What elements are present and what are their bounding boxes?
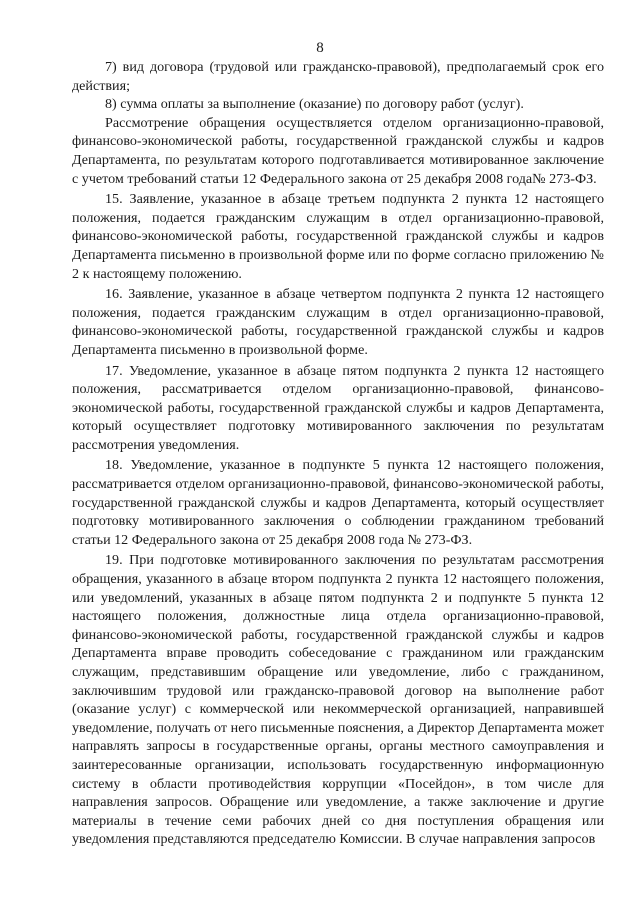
paragraph-review-of-appeal: Рассмотрение обращения осуществляется отделом организационно-правовой, финансово-экономической работы, государственной гражданской службы и кадров Департамента, по результатам которого подготавливается мотивированное заключение с учетом требований статьи 12 Федерального закона от 25 декабря 2008 года№ 273-ФЗ. bbox=[72, 114, 604, 187]
paragraph-item-8: 8) сумма оплаты за выполнение (оказание) по договору работ (услуг). bbox=[105, 96, 524, 113]
paragraph-17: 17. Уведомление, указанное в абзаце пятом подпункта 2 пункта 12 настоящего положения, рассматривается отделом организационно-правовой, финансово-экономической работы, государственной гражданской службы и кадров Департамента, который осуществляет подготовку мотивированного заключения по результатам рассмотрения уведомления. bbox=[72, 362, 604, 453]
document-body bbox=[72, 58, 604, 849]
paragraph-item-7: 7) вид договора (трудовой или гражданско-правовой), предполагаемый срок его действия; bbox=[72, 59, 604, 94]
paragraph-16: 16. Заявление, указанное в абзаце четвертом подпункта 2 пункта 12 настоящего положения, подается гражданским служащим в отдел организационно-правовой, финансово-экономической работы, государственной гражданской службы и кадров Департамента письменно в произвольной форме. bbox=[72, 286, 604, 358]
paragraph-15: 15. Заявление, указанное в абзаце третьем подпункта 2 пункта 12 настоящего положения, подается гражданским служащим в отдел организационно-правовой, финансово-экономической работы, государственной гражданской службы и кадров Департамента письменно в произвольной форме или по форме согласно приложению № 2 к настоящему положению. bbox=[72, 191, 604, 282]
paragraph-19: 19. При подготовке мотивированного заключения по результатам рассмотрения обращения, указанного в абзаце втором подпункта 2 пункта 12 настоящего положения, или уведомлений, указанных в абзаце пятом подпункта 2 и подпункте 5 пункта 12 настоящего положения, должностные лица отдела организационно-правовой, финансово-экономической работы, государственной гражданской службы и кадров Департамента вправе проводить собеседование с гражданином или гражданским служащим, представившим обращение или уведомление, либо с гражданином, заключившим трудовой или гражданско-правовой договор на выполнение работ (оказание услуг) с коммерческой или некоммерческой организацией, направившей уведомление, получать от него письменные пояснения, а Директор Департамента может направлять запросы в государственные органы, органы местного самоуправления и заинтересованные организации, использовать государственную информационную систему в области противодействия коррупции «Посейдон», в том числе для направления запросов. Обращение или уведомление, а также заключение и другие материалы в течение семи рабочих дней со дня поступления обращения или уведомления представляются председателю Комиссии. В случае направления запросов bbox=[72, 552, 604, 848]
paragraph-18: 18. Уведомление, указанное в подпункте 5 пункта 12 настоящего положения, рассматривается отделом организационно-правовой, финансово-экономической работы, государственной гражданской службы и кадров Департамента, который осуществляет подготовку мотивированного заключения о соблюдении гражданином требований статьи 12 Федерального закона от 25 декабря 2008 года № 273-ФЗ. bbox=[72, 457, 604, 548]
page-number: 8 bbox=[316, 40, 324, 56]
